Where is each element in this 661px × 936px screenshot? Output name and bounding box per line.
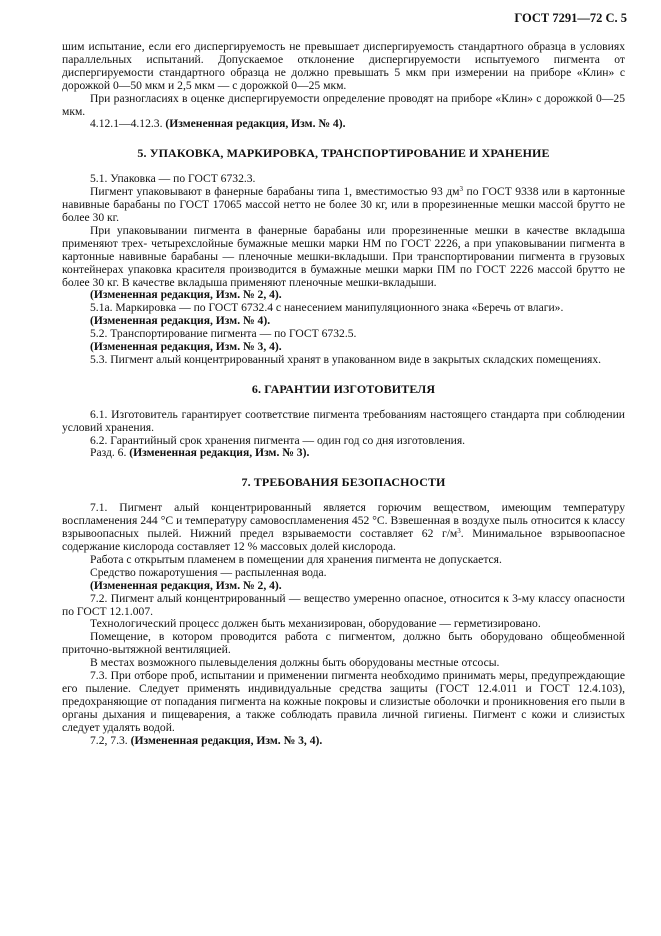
s7-p1-part-a: 7.1. Пигмент алый концентрированный является горючим веществом, имеющим температуру воспламенения 244 °С и температуру самовоспламенения 452 °С. Взвешенная в воздухе пыль относится к классу взрывоопасных пылей. Нижний предел взрываемости составляет 62 г/м [62, 501, 625, 541]
s7-edit-note-1: (Измененная редакция, Изм. № 2, 4). [90, 578, 282, 592]
section-5-title: 5. УПАКОВКА, МАРКИРОВКА, ТРАНСПОРТИРОВАНИЕ И ХРАНЕНИЕ [137, 146, 550, 161]
s6-paragraph-1: 6.1. Изготовитель гарантирует соответствие пигмента требованиям настоящего стандарта при соблюдении условий хранения. [62, 407, 625, 434]
intro-ref-edit: (Измененная редакция, Изм. № 4). [165, 117, 346, 131]
s7-paragraph-8: 7.3. При отборе проб, испытании и применении пигмента необходимо принимать меры, предупреждающие его пыление. Следует применять индивидуальные средства защиты (ГОСТ 12.4.011 и ГОСТ 12.4.103), предохраняющие от попадания пигмента на кожные покровы и слизистые оболочки и проникновения его пыли в органы дыхания и пищеварения, а также соблюдать правила личной гигиены. Пигмент с кожи и слизистых следует удалять водой. [62, 669, 625, 734]
intro-ref-prefix: 4.12.1—4.12.3. [90, 117, 163, 131]
intro-reference [62, 118, 625, 131]
s7-reference [62, 735, 625, 748]
s7-paragraph-7: В местах возможного пылевыделения должны быть оборудованы местные отсосы. [90, 656, 500, 670]
s5-paragraph-6: 5.3. Пигмент алый концентрированный хранят в упакованном виде в закрытых складских помещениях. [90, 352, 602, 366]
s7-p1-superscript: 3 [457, 527, 461, 536]
s5-paragraph-5: 5.2. Транспортирование пигмента — по ГОСТ 6732.5. [90, 327, 357, 341]
s5-edit-note-3: (Измененная редакция, Изм. № 3, 4). [90, 340, 282, 354]
s5-paragraph-1: 5.1. Упаковка — по ГОСТ 6732.3. [90, 172, 256, 186]
section-7-title: 7. ТРЕБОВАНИЯ БЕЗОПАСНОСТИ [241, 475, 446, 490]
s5-paragraph-3: При упаковывании пигмента в фанерные барабаны или прорезиненные мешки в качестве вкладыша применяют трех- четырехслойные бумажные мешки марки НМ по ГОСТ 2226, а при упаковывании пигмента в картонные навивные барабаны — пленочные мешки-вкладыши. При транспортировании пигмента в грузовых контейнерах упаковка красителя производится в бумажные мешки марки ПМ по ГОСТ 2226 массой брутто не более 30 кг. В качестве вкладыша применяют пленочные мешки-вкладыши. [62, 223, 625, 289]
s5-paragraph-4: 5.1а. Маркировка — по ГОСТ 6732.4 с нанесением манипуляционного знака «Беречь от влаги». [90, 301, 564, 315]
s7-paragraph-4: 7.2. Пигмент алый концентрированный — вещество умеренно опасное, относится к 3-му классу опасности по ГОСТ 12.1.007. [62, 591, 625, 618]
page-content [62, 41, 625, 748]
intro-paragraph-2: При разногласиях в оценке диспергируемости определение проводят на приборе «Клин» с дорожкой 0—25 мкм. [62, 91, 625, 118]
s5-edit-note-1: (Измененная редакция, Изм. № 2, 4). [90, 288, 282, 302]
s7-paragraph-2: Работа с открытым пламенем в помещении для хранения пигмента не допускается. [90, 552, 502, 566]
s5-edit-note-2: (Измененная редакция, Изм. № 4). [90, 314, 271, 328]
s5-p2-superscript: 3 [459, 185, 464, 194]
s6-ref-prefix: Разд. 6. [90, 446, 127, 460]
section-6-title: 6. ГАРАНТИИ ИЗГОТОВИТЕЛЯ [251, 381, 436, 396]
page-header: ГОСТ 7291—72 С. 5 [514, 11, 627, 25]
s5-p2-part-b: по ГОСТ 9338 или в картонные навивные барабаны по ГОСТ 17065 массой нетто не более 30 кг, или в прорезиненные мешки массой брутто не более 30 кг. [62, 185, 626, 224]
s6-ref-edit: (Измененная редакция, Изм. № 3). [129, 446, 310, 460]
s7-paragraph-1 [62, 502, 625, 554]
intro-paragraph-1: шим испытание, если его диспергируемость не превышает диспергируемость стандартного образца в условиях параллельных испытаний. Допускаемое отклонение диспергируемости испытуемого пигмента от диспергируемости стандартного образца не должно превышать 5 мкм при измерении на приборе «Клин» с дорожкой 0—50 мкм и 2,5 мкм — с дорожкой 0—25 мкм. [62, 40, 625, 92]
s5-paragraph-2 [62, 186, 625, 225]
s5-p2-part-a: Пигмент упаковывают в фанерные барабаны типа 1, вместимостью 93 дм [90, 185, 460, 199]
s6-paragraph-2: 6.2. Гарантийный срок хранения пигмента — один год со дня изготовления. [90, 433, 466, 447]
s7-p1-part-b: . Минимальное взрывоопасное содержание кислорода составляет 12 % массовых долей кислорода. [62, 527, 625, 553]
s7-paragraph-6: Помещение, в котором проводится работа с пигментом, должно быть оборудовано общеобменной приточно-вытяжной вентиляцией. [62, 630, 625, 657]
s7-ref-prefix: 7.2, 7.3. [90, 733, 128, 747]
s6-reference [62, 447, 625, 460]
s7-paragraph-3: Средство пожаротушения — распыленная вода. [90, 565, 327, 579]
s7-paragraph-5: Технологический процесс должен быть механизирован, оборудование — герметизировано. [90, 617, 541, 631]
s7-ref-edit: (Измененная редакция, Изм. № 3, 4). [130, 733, 323, 747]
